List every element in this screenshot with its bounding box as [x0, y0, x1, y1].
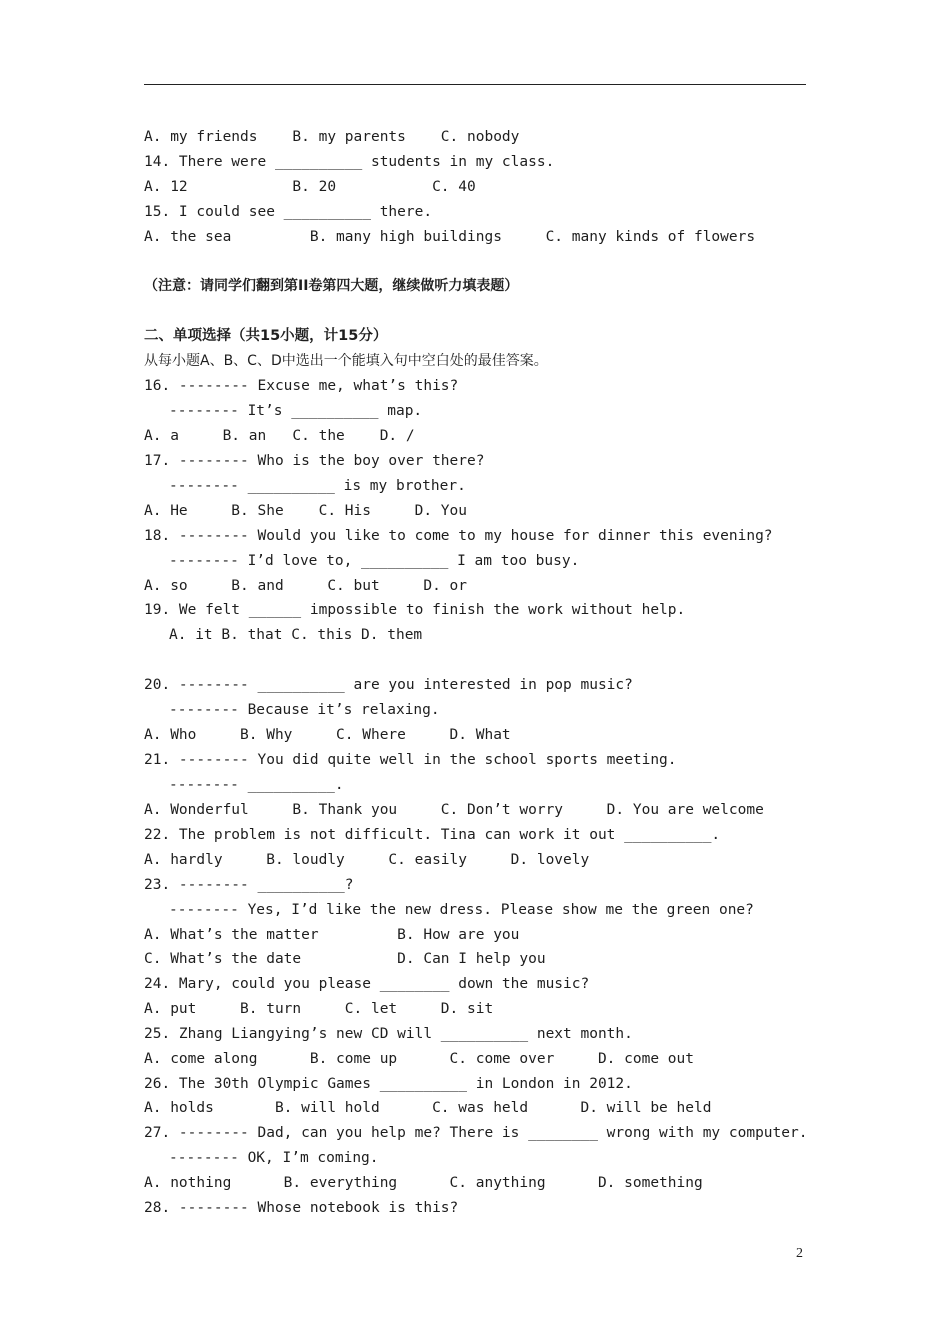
question-14: 14. There were __________ students in my class.	[144, 154, 555, 170]
options-21: A. Wonderful B. Thank you C. Don’t worry D. You are welcome	[144, 802, 764, 818]
options-27: A. nothing B. everything C. anything D. something	[144, 1175, 703, 1191]
question-17-reply: -------- __________ is my brother.	[169, 478, 466, 494]
options-13: A. my friends B. my parents C. nobody	[144, 129, 520, 145]
options-23-ab: A. What’s the matter B. How are you	[144, 927, 520, 943]
header-rule	[144, 84, 806, 85]
options-14: A. 12 B. 20 C. 40	[144, 179, 476, 195]
question-15: 15. I could see __________ there.	[144, 204, 433, 220]
question-17: 17. -------- Who is the boy over there?	[144, 453, 485, 469]
question-18: 18. -------- Would you like to come to my house for dinner this evening?	[144, 528, 773, 544]
question-16: 16. -------- Excuse me, what’s this?	[144, 378, 459, 394]
question-28: 28. -------- Whose notebook is this?	[144, 1200, 459, 1216]
options-24: A. put B. turn C. let D. sit	[144, 1001, 494, 1017]
options-18: A. so B. and C. but D. or	[144, 578, 468, 594]
notice: （注意：请同学们翻到第II卷第四大题，继续做听力填表题）	[144, 278, 519, 294]
options-23-cd: C. What’s the date D. Can I help you	[144, 951, 546, 967]
options-26: A. holds B. will hold C. was held D. will be held	[144, 1100, 712, 1116]
options-16: A. a B. an C. the D. /	[144, 428, 415, 444]
options-15: A. the sea B. many high buildings C. many kinds of flowers	[144, 229, 756, 245]
section-heading: 二、单项选择（共15小题，计15分）	[144, 328, 388, 344]
question-23-reply: -------- Yes, I’d like the new dress. Please show me the green one?	[169, 902, 754, 918]
question-22: 22. The problem is not difficult. Tina can work it out __________.	[144, 827, 721, 843]
question-27: 27. -------- Dad, can you help me? There is ________ wrong with my computer.	[144, 1125, 808, 1141]
question-19: 19. We felt ______ impossible to finish the work without help.	[144, 602, 686, 618]
question-23: 23. -------- __________?	[144, 877, 354, 893]
options-25: A. come along B. come up C. come over D. come out	[144, 1051, 694, 1067]
options-22: A. hardly B. loudly C. easily D. lovely	[144, 852, 590, 868]
question-16-reply: -------- It’s __________ map.	[169, 403, 423, 419]
question-20-reply: -------- Because it’s relaxing.	[169, 702, 440, 718]
question-18-reply: -------- I’d love to, __________ I am too busy.	[169, 553, 580, 569]
options-20: A. Who B. Why C. Where D. What	[144, 727, 511, 743]
question-20: 20. -------- __________ are you interested in pop music?	[144, 677, 633, 693]
question-21: 21. -------- You did quite well in the school sports meeting.	[144, 752, 677, 768]
question-25: 25. Zhang Liangying’s new CD will __________ next month.	[144, 1026, 633, 1042]
section-instructions: 从每小题A、B、C、D中选出一个能填入句中空白处的最佳答案。	[144, 353, 548, 369]
question-26: 26. The 30th Olympic Games __________ in London in 2012.	[144, 1076, 633, 1092]
question-27-reply: -------- OK, I’m coming.	[169, 1150, 379, 1166]
question-24: 24. Mary, could you please ________ down the music?	[144, 976, 590, 992]
question-21-reply: -------- __________.	[169, 777, 344, 793]
options-17: A. He B. She C. His D. You	[144, 503, 468, 519]
options-19: A. it B. that C. this D. them	[169, 627, 423, 643]
page-number: 2	[796, 1246, 803, 1261]
